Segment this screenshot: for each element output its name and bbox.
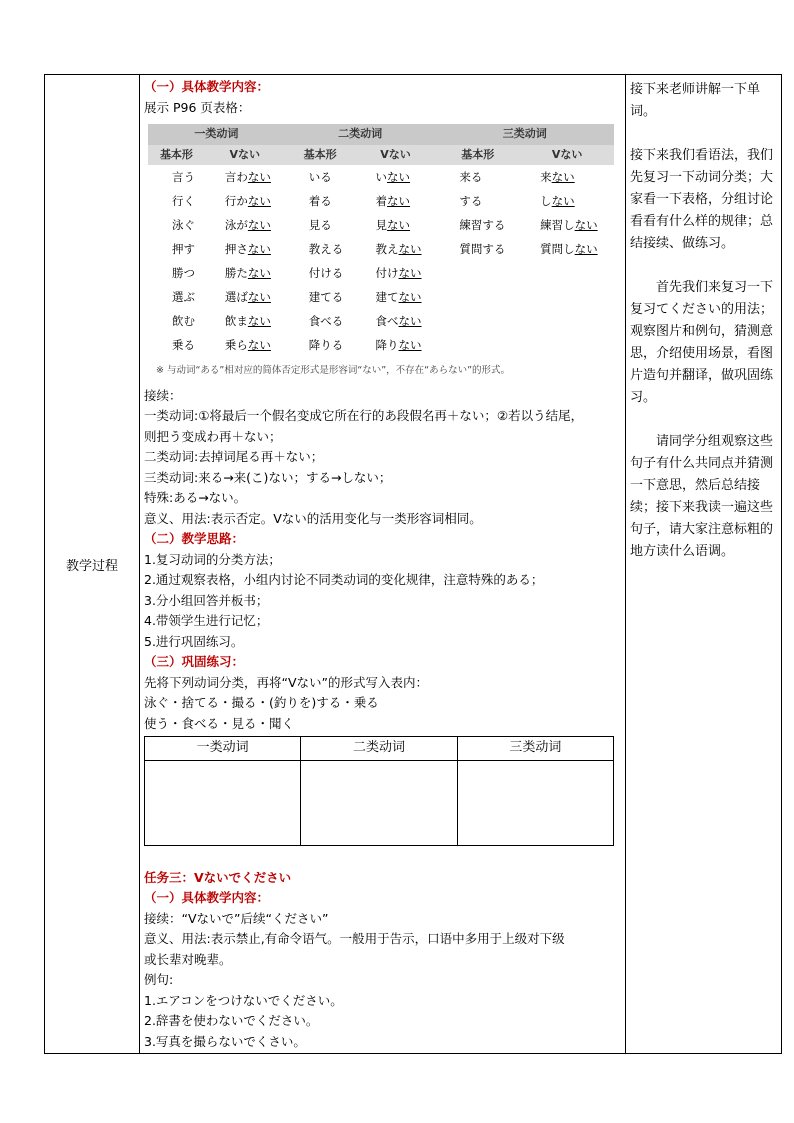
verb-nai-form: 建てない [375, 289, 422, 304]
classify-cell[interactable] [457, 760, 613, 845]
text-line: 则把う变成わ再＋ない； [144, 428, 282, 444]
classify-header: 三类动词 [457, 737, 613, 761]
verb-base-form: 建てる [308, 289, 344, 304]
verb-row [148, 189, 614, 213]
teacher-note: 首先我们来复习一下复习てください的用法；观察图片和例句，猜测意思，介绍使用场景，看图片造句并翻译，做巩固练习。 [630, 280, 774, 405]
verb-nai-form: 来ない [540, 169, 575, 184]
classify-header: 一类动词 [145, 737, 301, 761]
teacher-note: 请同学分组观察这些句子有什么共同点并猜测一下意思，然后总结接续；接下来我读一遍这些句子，请大家注意标粗的地方读什么语调。 [630, 434, 774, 559]
verb-base-form: 見る [308, 217, 332, 232]
verb-nai-form: 教えない [375, 241, 422, 256]
verb-nai-form: 選ばない [224, 289, 271, 304]
verb-base-form: 練習する [459, 217, 506, 232]
text-line: 意义、用法:表示禁止,有命令语气。一般用于告示，口语中多用于上级对下级 [144, 931, 565, 946]
subheader-cell: 基本形 [148, 145, 205, 166]
verb-nai-form: 見ない [375, 217, 411, 232]
task3-heading: （一）具体教学内容： [144, 890, 270, 905]
verb-base-form: 泳ぐ [172, 217, 195, 232]
verb-nai-form: 着ない [375, 193, 411, 208]
list-item: 4.带领学生进行记忆； [144, 613, 269, 628]
section3-lines [144, 673, 624, 735]
list-item: 5.进行巩固练习。 [144, 633, 244, 649]
task3-lines [144, 909, 624, 1053]
verb-base-form: する [459, 193, 483, 208]
verb-base-form: 行く [172, 193, 195, 208]
verb-row [148, 261, 614, 285]
show-table-text: 展示 P96 页表格： [144, 99, 251, 115]
classify-table [144, 736, 614, 846]
verb-nai-form: 乗らない [224, 337, 271, 352]
verb-nai-form: 行かない [224, 193, 271, 208]
list-item: 3.分小组回答并板书； [144, 592, 269, 608]
verb-row [148, 309, 614, 333]
section1-heading: （一）具体教学内容： [144, 79, 270, 94]
list-item: 1.复习动词的分类方法； [144, 551, 281, 567]
subheader-cell: Vない [205, 145, 285, 166]
list-item: 2.通过观察表格，小组内讨论不同类动词的变化规律，注意特殊的ある； [144, 572, 544, 587]
text-line: 3.写真を撮らないでくさい。 [144, 1033, 306, 1049]
section2-items [144, 550, 624, 653]
verb-nai-form: 泳がない [224, 217, 271, 232]
lesson-frame [44, 74, 782, 1054]
verb-row [148, 165, 614, 189]
subheader-cell: Vない [356, 145, 436, 166]
group-header: 二类动词 [285, 124, 436, 145]
teacher-note: 接下来老师讲解一下单词。 [630, 82, 761, 119]
p96-verb-table-image [148, 124, 614, 382]
verb-nai-form: 降りない [375, 337, 422, 352]
subheader-cell: 基本形 [435, 145, 520, 166]
verb-base-form: 飲む [172, 313, 195, 328]
verb-nai-form: 練習しない [540, 217, 598, 232]
teacher-note: 接下来我们看语法，我们先复习一下动词分类；大家看一下表格，分组讨论看看有什么样的规律；总结接续、做练习。 [630, 148, 774, 251]
text-line: 一类动词:①将最后一个假名变成它所在行的あ段假名再＋ない；②若以う结尾， [144, 408, 584, 423]
section1-lines [144, 386, 624, 530]
text-line: 或长辈对晚辈。 [144, 951, 232, 967]
verb-nai-form: 押さない [224, 241, 271, 256]
section3-heading: （三）巩固练习： [144, 654, 245, 669]
verb-base-form [435, 261, 520, 285]
section2-heading: （二）教学思路： [144, 531, 245, 546]
text-line: 接续： [144, 387, 182, 403]
verb-nai-form [520, 261, 614, 285]
verb-nai-form: 食べない [375, 313, 422, 328]
verb-row [148, 213, 614, 237]
process-label: 教学过程 [65, 558, 118, 574]
verb-base-form: 勝つ [172, 265, 195, 280]
column-divider-left [139, 75, 140, 1053]
teacher-notes [630, 79, 782, 585]
verb-base-form [435, 285, 520, 309]
verb-nai-form [520, 333, 614, 357]
verb-nai-form: いない [375, 169, 411, 184]
verb-base-form: 質問する [459, 241, 506, 256]
text-line: 三类动词:来る→来(こ)ない；する→しない； [144, 469, 392, 485]
text-line: 2.辞書を使わないでください。 [144, 1013, 319, 1028]
verb-nai-form [520, 309, 614, 333]
text-line: 二类动词:去掉词尾る再＋ない； [144, 449, 324, 464]
verb-row [148, 285, 614, 309]
subheader-row [148, 145, 614, 166]
verb-base-form: 食べる [308, 313, 344, 328]
text-line: 特殊:ある→ない。 [144, 490, 247, 505]
text-line: 使う・食べる・見る・聞く [144, 715, 295, 731]
main-content [144, 77, 624, 1052]
verb-base-form: 降りる [308, 337, 344, 352]
text-line: 先将下列动词分类，再将“Vない”的形式写入表内： [144, 674, 429, 690]
verb-row [148, 333, 614, 357]
verb-nai-form: 付けない [375, 265, 422, 280]
table-note: ※ 与动词“ある”相对应的简体否定形式是形容词“ない”，不存在“あらない”的形式。 [156, 365, 511, 376]
verb-nai-form: しない [540, 193, 575, 208]
verb-base-form: 教える [308, 241, 344, 256]
verb-base-form: いる [308, 169, 332, 184]
text-line: 1.エアコンをつけないでください。 [144, 992, 343, 1008]
verb-base-form: 選ぶ [172, 289, 195, 304]
group-header: 一类动词 [148, 124, 285, 145]
verb-base-form: 付ける [308, 265, 344, 280]
verb-base-form: 乗る [172, 337, 195, 352]
verb-base-form: 押す [172, 241, 195, 256]
classify-cell[interactable] [145, 760, 301, 845]
text-line: 泳ぐ・捨てる・撮る・(釣りを)する・乗る [144, 695, 379, 710]
text-line: 接续：“Vないで”后续“ください” [144, 910, 329, 926]
verb-base-form: 着る [308, 193, 332, 208]
verb-nai-form: 飲まない [224, 313, 271, 328]
group-header: 三类动词 [435, 124, 614, 145]
verb-base-form [435, 309, 520, 333]
classify-header: 二类动词 [301, 737, 457, 761]
verb-row [148, 237, 614, 261]
verb-nai-form [520, 285, 614, 309]
verb-base-form: 言う [172, 169, 195, 184]
subheader-cell: 基本形 [285, 145, 356, 166]
verb-nai-form: 勝たない [224, 265, 271, 280]
text-line: 意义、用法:表示否定。Vない的活用变化与一类形容词相同。 [144, 510, 482, 526]
verb-nai-form: 言わない [224, 169, 271, 184]
classify-cell[interactable] [301, 760, 457, 845]
text-line: 例句: [144, 972, 174, 987]
verb-base-form: 来る [459, 169, 483, 184]
verb-nai-form: 質問しない [540, 241, 598, 256]
verb-base-form [435, 333, 520, 357]
column-divider-right [625, 75, 626, 1053]
task3-title: 任务三：Vないでください [144, 869, 292, 885]
subheader-cell: Vない [520, 145, 614, 166]
